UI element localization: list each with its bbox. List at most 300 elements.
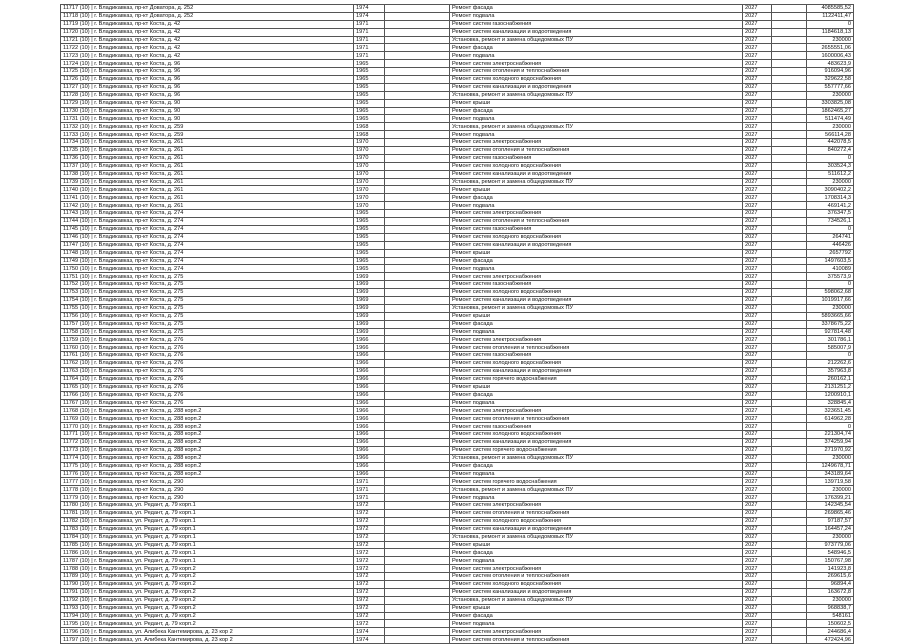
table-row xyxy=(61,328,854,336)
address-text: г. Владикавказ, пр-кт Коста, д. 275 xyxy=(94,281,184,288)
empty-cell xyxy=(385,541,450,549)
address-cell xyxy=(61,462,354,470)
separator: | xyxy=(89,313,95,320)
cost-cell: 1497603,5 xyxy=(807,257,854,265)
row-number: 11747 (10) xyxy=(63,242,90,249)
empty-cell xyxy=(772,573,807,581)
address-text: г. Владикавказ, ул. Редант, д. 79 корп.2 xyxy=(94,597,196,604)
cost-cell: 3303825,08 xyxy=(807,99,854,107)
address-text: г. Владикавказ, пр-кт Коста, д. 90 xyxy=(94,115,181,122)
plan-year-cell: 2027 xyxy=(743,573,772,581)
address-text: г. Владикавказ, ул. Редант, д. 79 корп.2 xyxy=(94,565,196,572)
address-cell xyxy=(61,565,354,573)
build-year-cell: 1972 xyxy=(354,541,385,549)
empty-cell xyxy=(772,375,807,383)
plan-year-cell: 2027 xyxy=(743,312,772,320)
build-year-cell: 1972 xyxy=(354,596,385,604)
plan-year-cell: 2027 xyxy=(743,344,772,352)
plan-year-cell: 2027 xyxy=(743,494,772,502)
address-cell xyxy=(61,52,354,60)
address-text: г. Владикавказ, пр-кт Коста, д. 274 xyxy=(94,210,184,217)
table-row xyxy=(61,76,854,84)
cost-cell: 840272,4 xyxy=(807,147,854,155)
cost-cell: 230000 xyxy=(807,454,854,462)
work-type-cell: Ремонт подвала xyxy=(450,115,743,123)
empty-cell xyxy=(772,454,807,462)
work-type-cell: Установка, ремонт и замена общедомовых ПУ xyxy=(450,91,743,99)
build-year-cell: 1972 xyxy=(354,517,385,525)
address-text: г. Владикавказ, пр-кт Коста, д. 96 xyxy=(94,76,181,83)
work-type-cell: Ремонт систем канализации и водоотведения xyxy=(450,367,743,375)
address-cell xyxy=(61,549,354,557)
empty-cell xyxy=(385,76,450,84)
address-cell xyxy=(61,502,354,510)
separator: | xyxy=(89,391,95,398)
plan-year-cell: 2027 xyxy=(743,60,772,68)
table-row xyxy=(61,620,854,628)
plan-year-cell: 2027 xyxy=(743,289,772,297)
work-type-cell: Ремонт систем газоснабжения xyxy=(450,20,743,28)
address-cell xyxy=(61,273,354,281)
empty-cell xyxy=(772,596,807,604)
row-number: 11789 (10) xyxy=(63,573,90,580)
address-cell xyxy=(61,320,354,328)
table-row xyxy=(61,391,854,399)
table-row xyxy=(61,52,854,60)
empty-cell xyxy=(772,178,807,186)
cost-cell: 376347,5 xyxy=(807,210,854,218)
separator: | xyxy=(89,76,95,83)
address-text: г. Владикавказ, пр-кт Коста, д. 90 xyxy=(94,107,181,114)
work-type-cell: Ремонт крыши xyxy=(450,249,743,257)
empty-cell xyxy=(385,68,450,76)
empty-cell xyxy=(385,12,450,20)
separator: | xyxy=(89,273,95,280)
empty-cell xyxy=(772,115,807,123)
address-cell xyxy=(61,596,354,604)
separator: | xyxy=(89,92,95,99)
empty-cell xyxy=(772,202,807,210)
address-cell xyxy=(61,147,354,155)
address-text: г. Владикавказ, пр-кт Коста, д. 288 корп.2 xyxy=(94,470,202,477)
plan-year-cell: 2027 xyxy=(743,257,772,265)
empty-cell xyxy=(385,281,450,289)
cost-cell: 3378675,22 xyxy=(807,320,854,328)
address-text: г. Владикавказ, пр-кт Коста, д. 42 xyxy=(94,44,181,51)
row-number: 11723 (10) xyxy=(63,52,90,59)
separator: | xyxy=(89,486,95,493)
table-row xyxy=(61,233,854,241)
address-cell xyxy=(61,194,354,202)
row-number: 11784 (10) xyxy=(63,533,90,540)
row-number: 11792 (10) xyxy=(63,597,90,604)
build-year-cell: 1965 xyxy=(354,210,385,218)
plan-year-cell: 2027 xyxy=(743,431,772,439)
build-year-cell: 1965 xyxy=(354,241,385,249)
plan-year-cell: 2027 xyxy=(743,225,772,233)
empty-cell xyxy=(772,352,807,360)
cost-cell: 301786,1 xyxy=(807,336,854,344)
work-type-cell: Ремонт крыши xyxy=(450,186,743,194)
work-type-cell: Ремонт крыши xyxy=(450,541,743,549)
address-text: г. Владикавказ, пр-кт Коста, д. 96 xyxy=(94,92,181,99)
work-type-cell: Ремонт систем электроснабжения xyxy=(450,210,743,218)
work-type-cell: Ремонт систем электроснабжения xyxy=(450,628,743,636)
cost-cell: 150602,5 xyxy=(807,620,854,628)
address-cell xyxy=(61,336,354,344)
work-type-cell: Установка, ремонт и замена общедомовых ПУ xyxy=(450,304,743,312)
empty-cell xyxy=(385,241,450,249)
address-cell xyxy=(61,360,354,368)
separator: | xyxy=(89,178,95,185)
empty-cell xyxy=(385,344,450,352)
row-number: 11729 (10) xyxy=(63,99,90,106)
plan-year-cell: 2027 xyxy=(743,178,772,186)
table-row xyxy=(61,517,854,525)
plan-year-cell: 2027 xyxy=(743,620,772,628)
address-text: г. Владикавказ, пр-кт Коста, д. 274 xyxy=(94,234,184,241)
work-type-cell: Ремонт систем газоснабжения xyxy=(450,281,743,289)
address-text: г. Владикавказ, пр-кт Коста, д. 261 xyxy=(94,139,184,146)
address-text: г. Владикавказ, пр-кт Коста, д. 275 xyxy=(94,297,184,304)
table-row xyxy=(61,581,854,589)
empty-cell xyxy=(385,178,450,186)
address-cell xyxy=(61,44,354,52)
address-cell xyxy=(61,12,354,20)
build-year-cell: 1966 xyxy=(354,375,385,383)
separator: | xyxy=(89,533,95,540)
separator: | xyxy=(89,163,95,170)
cost-cell: 1600006,43 xyxy=(807,52,854,60)
address-text: г. Владикавказ, ул. Редант, д. 79 корп.2 xyxy=(94,612,196,619)
cost-cell: 410089 xyxy=(807,265,854,273)
table-row xyxy=(61,312,854,320)
separator: | xyxy=(89,99,95,106)
address-cell xyxy=(61,68,354,76)
cost-cell: 357963,8 xyxy=(807,367,854,375)
table-row xyxy=(61,178,854,186)
cost-cell: 442078,5 xyxy=(807,139,854,147)
empty-cell xyxy=(772,241,807,249)
cost-cell: 4085585,52 xyxy=(807,5,854,13)
build-year-cell: 1968 xyxy=(354,123,385,131)
cost-cell: 0 xyxy=(807,154,854,162)
plan-year-cell: 2027 xyxy=(743,170,772,178)
build-year-cell: 1965 xyxy=(354,99,385,107)
plan-year-cell: 2027 xyxy=(743,154,772,162)
build-year-cell: 1965 xyxy=(354,265,385,273)
work-type-cell: Ремонт фасада xyxy=(450,44,743,52)
separator: | xyxy=(89,218,95,225)
cost-cell: 1184618,13 xyxy=(807,28,854,36)
plan-year-cell: 2027 xyxy=(743,202,772,210)
address-text: г. Владикавказ, пр-кт Коста, д. 96 xyxy=(94,60,181,67)
empty-cell xyxy=(772,162,807,170)
address-text: г. Владикавказ, пр-кт Коста, д. 274 xyxy=(94,257,184,264)
address-cell xyxy=(61,60,354,68)
row-number: 11718 (10) xyxy=(63,13,90,20)
address-text: г. Владикавказ, ул. Алибека Кантемирова, д. 23 кор 2 xyxy=(94,636,233,643)
plan-year-cell: 2027 xyxy=(743,162,772,170)
work-type-cell: Ремонт подвала xyxy=(450,328,743,336)
empty-cell xyxy=(772,620,807,628)
table-row xyxy=(61,225,854,233)
table-row xyxy=(61,565,854,573)
empty-cell xyxy=(385,383,450,391)
empty-cell xyxy=(772,76,807,84)
row-number: 11758 (10) xyxy=(63,328,90,335)
separator: | xyxy=(89,462,95,469)
row-number: 11764 (10) xyxy=(63,376,90,383)
empty-cell xyxy=(385,517,450,525)
table-row xyxy=(61,486,854,494)
table-row xyxy=(61,494,854,502)
row-number: 11773 (10) xyxy=(63,447,90,454)
table-row xyxy=(61,162,854,170)
separator: | xyxy=(89,139,95,146)
empty-cell xyxy=(385,5,450,13)
plan-year-cell: 2027 xyxy=(743,360,772,368)
empty-cell xyxy=(385,573,450,581)
work-type-cell: Ремонт систем электроснабжения xyxy=(450,273,743,281)
work-type-cell: Ремонт систем горячего водоснабжения xyxy=(450,478,743,486)
separator: | xyxy=(89,115,95,122)
plan-year-cell: 2027 xyxy=(743,581,772,589)
plan-year-cell: 2027 xyxy=(743,273,772,281)
table-row xyxy=(61,431,854,439)
address-text: г. Владикавказ, пр-кт Коста, д. 275 xyxy=(94,313,184,320)
separator: | xyxy=(89,423,95,430)
address-cell xyxy=(61,446,354,454)
cost-cell: 271970,92 xyxy=(807,446,854,454)
work-type-cell: Ремонт фасада xyxy=(450,257,743,265)
work-type-cell: Ремонт систем газоснабжения xyxy=(450,352,743,360)
empty-cell xyxy=(385,375,450,383)
build-year-cell: 1969 xyxy=(354,289,385,297)
build-year-cell: 1966 xyxy=(354,431,385,439)
build-year-cell: 1966 xyxy=(354,344,385,352)
empty-cell xyxy=(772,581,807,589)
empty-cell xyxy=(772,533,807,541)
empty-cell xyxy=(772,91,807,99)
table-row xyxy=(61,541,854,549)
table-row xyxy=(61,423,854,431)
build-year-cell: 1972 xyxy=(354,620,385,628)
address-cell xyxy=(61,352,354,360)
row-number: 11752 (10) xyxy=(63,281,90,288)
separator: | xyxy=(89,352,95,359)
separator: | xyxy=(89,202,95,209)
row-number: 11757 (10) xyxy=(63,320,90,327)
empty-cell xyxy=(772,233,807,241)
cost-cell: 97187,57 xyxy=(807,517,854,525)
row-number: 11783 (10) xyxy=(63,526,90,533)
empty-cell xyxy=(772,470,807,478)
plan-year-cell: 2027 xyxy=(743,565,772,573)
empty-cell xyxy=(772,225,807,233)
separator: | xyxy=(89,415,95,422)
work-type-cell: Ремонт систем отопления и теплоснабжения xyxy=(450,147,743,155)
row-number: 11791 (10) xyxy=(63,589,90,596)
cost-cell: 374259,94 xyxy=(807,438,854,446)
row-number: 11727 (10) xyxy=(63,84,90,91)
separator: | xyxy=(89,171,95,177)
address-text: г. Владикавказ, пр-кт Коста, д. 274 xyxy=(94,242,184,249)
plan-year-cell: 2027 xyxy=(743,612,772,620)
build-year-cell: 1969 xyxy=(354,304,385,312)
cost-cell: 230000 xyxy=(807,533,854,541)
cost-cell: 1019917,66 xyxy=(807,296,854,304)
address-cell xyxy=(61,249,354,257)
build-year-cell: 1969 xyxy=(354,281,385,289)
plan-year-cell: 2027 xyxy=(743,83,772,91)
build-year-cell: 1965 xyxy=(354,107,385,115)
table-row xyxy=(61,296,854,304)
cost-cell: 264741 xyxy=(807,233,854,241)
row-number: 11795 (10) xyxy=(63,620,90,627)
build-year-cell: 1972 xyxy=(354,502,385,510)
address-cell xyxy=(61,525,354,533)
empty-cell xyxy=(385,202,450,210)
row-number: 11732 (10) xyxy=(63,123,90,130)
cost-cell: 472424,96 xyxy=(807,636,854,644)
address-text: г. Владикавказ, пр-кт Коста, д. 276 xyxy=(94,368,184,375)
cost-cell: 511474,49 xyxy=(807,115,854,123)
empty-cell xyxy=(772,462,807,470)
empty-cell xyxy=(772,107,807,115)
plan-year-cell: 2027 xyxy=(743,462,772,470)
work-type-cell: Установка, ремонт и замена общедомовых ПУ xyxy=(450,123,743,131)
build-year-cell: 1969 xyxy=(354,328,385,336)
table-row xyxy=(61,265,854,273)
plan-year-cell: 2027 xyxy=(743,52,772,60)
empty-cell xyxy=(385,470,450,478)
build-year-cell: 1972 xyxy=(354,565,385,573)
build-year-cell: 1971 xyxy=(354,494,385,502)
row-number: 11724 (10) xyxy=(63,60,90,67)
cost-cell: 343189,64 xyxy=(807,470,854,478)
address-text: г. Владикавказ, ул. Редант, д. 79 корп.1 xyxy=(94,526,196,533)
build-year-cell: 1966 xyxy=(354,391,385,399)
row-number: 11760 (10) xyxy=(63,344,90,351)
empty-cell xyxy=(772,265,807,273)
empty-cell xyxy=(385,352,450,360)
address-text: г. Владикавказ, пр-кт Коста, д. 288 корп.2 xyxy=(94,462,202,469)
build-year-cell: 1969 xyxy=(354,296,385,304)
address-text: г. Владикавказ, ул. Редант, д. 79 корп.1 xyxy=(94,557,196,564)
row-number: 11743 (10) xyxy=(63,210,90,217)
plan-year-cell: 2027 xyxy=(743,367,772,375)
separator: | xyxy=(89,336,95,343)
address-cell xyxy=(61,494,354,502)
address-cell xyxy=(61,178,354,186)
build-year-cell: 1972 xyxy=(354,604,385,612)
table-row xyxy=(61,367,854,375)
plan-year-cell: 2027 xyxy=(743,320,772,328)
plan-year-cell: 2027 xyxy=(743,438,772,446)
empty-cell xyxy=(772,336,807,344)
build-year-cell: 1971 xyxy=(354,486,385,494)
row-number: 11733 (10) xyxy=(63,131,90,138)
empty-cell xyxy=(385,44,450,52)
row-number: 11768 (10) xyxy=(63,407,90,414)
separator: | xyxy=(89,431,95,438)
build-year-cell: 1972 xyxy=(354,573,385,581)
work-type-cell: Ремонт систем газоснабжения xyxy=(450,423,743,431)
row-number: 11741 (10) xyxy=(63,194,90,201)
address-text: г. Владикавказ, пр-кт Коста, д. 42 xyxy=(94,21,181,28)
table-row xyxy=(61,415,854,423)
address-text: г. Владикавказ, пр-кт Коста, д. 42 xyxy=(94,36,181,43)
address-text: г. Владикавказ, пр-кт Доватора, д. 252 xyxy=(94,13,194,20)
cost-cell: 2657792 xyxy=(807,249,854,257)
work-type-cell: Ремонт фасада xyxy=(450,612,743,620)
address-text: г. Владикавказ, пр-кт Коста, д. 288 корп.2 xyxy=(94,447,202,454)
address-cell xyxy=(61,438,354,446)
empty-cell xyxy=(772,423,807,431)
address-text: г. Владикавказ, пр-кт Коста, д. 276 xyxy=(94,391,184,398)
plan-year-cell: 2027 xyxy=(743,517,772,525)
row-number: 11749 (10) xyxy=(63,257,90,264)
build-year-cell: 1969 xyxy=(354,273,385,281)
work-type-cell: Ремонт систем горячего водоснабжения xyxy=(450,375,743,383)
empty-cell xyxy=(772,478,807,486)
work-type-cell: Ремонт систем отопления и теплоснабжения xyxy=(450,218,743,226)
empty-cell xyxy=(385,423,450,431)
table-row xyxy=(61,99,854,107)
row-number: 11794 (10) xyxy=(63,612,90,619)
address-cell xyxy=(61,312,354,320)
build-year-cell: 1972 xyxy=(354,612,385,620)
build-year-cell: 1966 xyxy=(354,415,385,423)
separator: | xyxy=(89,604,95,611)
empty-cell xyxy=(385,612,450,620)
cost-cell: 221304,74 xyxy=(807,431,854,439)
plan-year-cell: 2027 xyxy=(743,423,772,431)
empty-cell xyxy=(385,565,450,573)
cost-cell: 150767,98 xyxy=(807,557,854,565)
plan-year-cell: 2027 xyxy=(743,328,772,336)
table-row xyxy=(61,320,854,328)
work-type-cell: Ремонт систем отопления и теплоснабжения xyxy=(450,636,743,644)
address-cell xyxy=(61,581,354,589)
address-cell xyxy=(61,28,354,36)
build-year-cell: 1971 xyxy=(354,52,385,60)
empty-cell xyxy=(772,5,807,13)
row-number: 11731 (10) xyxy=(63,115,90,122)
empty-cell xyxy=(772,194,807,202)
plan-year-cell: 2027 xyxy=(743,636,772,644)
table-row xyxy=(61,383,854,391)
separator: | xyxy=(89,612,95,619)
table-row xyxy=(61,557,854,565)
separator: | xyxy=(89,344,95,351)
empty-cell xyxy=(385,249,450,257)
empty-cell xyxy=(385,36,450,44)
separator: | xyxy=(89,439,95,446)
empty-cell xyxy=(385,478,450,486)
row-number: 11754 (10) xyxy=(63,297,90,304)
address-cell xyxy=(61,186,354,194)
separator: | xyxy=(89,518,95,525)
address-text: г. Владикавказ, пр-кт Коста, д. 275 xyxy=(94,320,184,327)
empty-cell xyxy=(385,123,450,131)
address-text: г. Владикавказ, пр-кт Коста, д. 261 xyxy=(94,171,184,177)
empty-cell xyxy=(385,210,450,218)
table-row xyxy=(61,20,854,28)
address-cell xyxy=(61,218,354,226)
cost-cell: 212262,6 xyxy=(807,360,854,368)
